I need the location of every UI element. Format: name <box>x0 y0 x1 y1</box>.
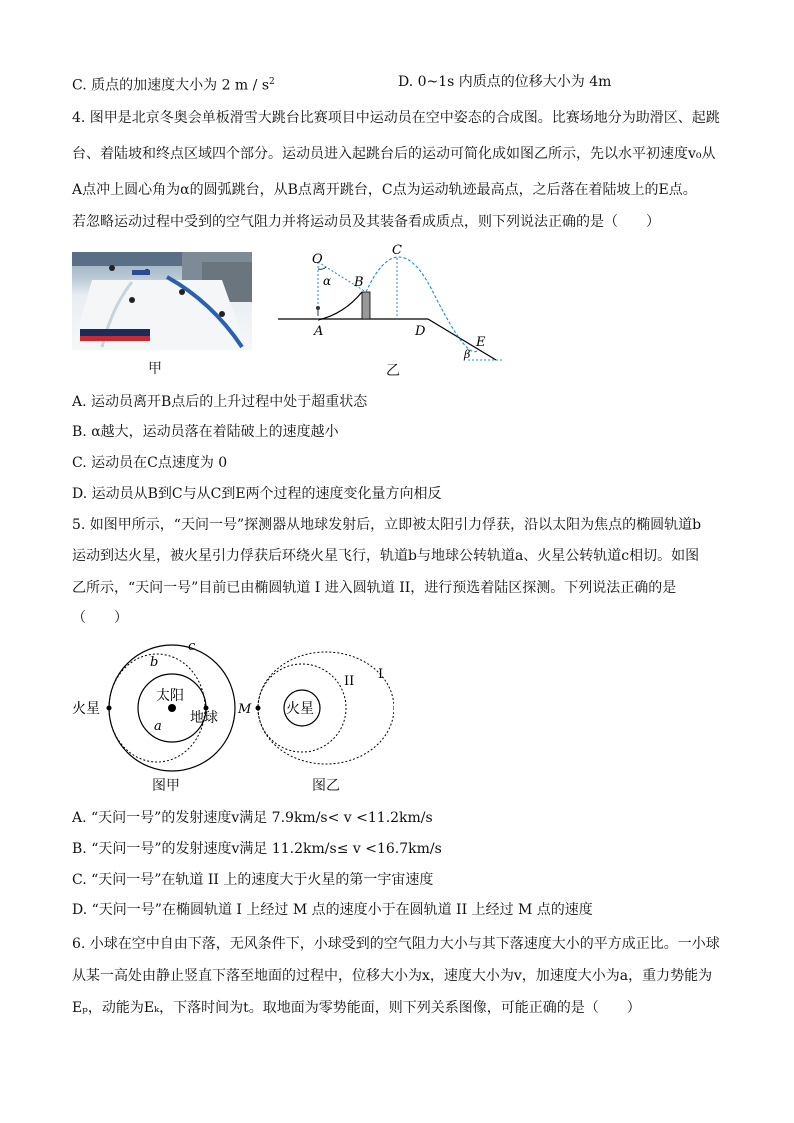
q5-option-c: C. “天问一号”在轨道 II 上的速度大于火星的第一宇宙速度 <box>72 872 434 888</box>
q4-stem-line1: 4. 图甲是北京冬奥会单板滑雪大跳台比赛项目中运动员在空中姿态的合成图。比赛场地分为助滑区、起跳 <box>72 110 720 126</box>
label-B: B <box>354 275 364 290</box>
photo-illustration <box>72 252 252 350</box>
q5-diagram-a <box>72 640 242 785</box>
q6-stem-line3: Eₚ，动能为Eₖ，下落时间为t。取地面为零势能面，则下列关系图像，可能正确的是（ ） <box>72 1000 641 1016</box>
label-orbit-I: I <box>378 667 384 682</box>
q5-fig-a-caption: 图甲 <box>152 778 180 794</box>
q4-option-b: B. α越大，运动员落在着陆破上的速度越小 <box>72 424 339 440</box>
q3-option-c: C. 质点的加速度大小为 2 m / $s^2$ <box>72 77 275 94</box>
q5-stem-line4: （ ） <box>72 610 128 626</box>
label-O: O <box>312 252 323 267</box>
label-earth: 地球 <box>190 710 218 726</box>
q6-stem-line1: 6. 小球在空中自由下落，无风条件下，小球受到的空气阻力大小与其下落速度大小的平方成正比。一小球 <box>72 936 720 952</box>
q5-stem-line2: 运动到达火星，被火星引力俘获后环绕火星飞行，轨道b与地球公转轨道a、火星公转轨道c相切。如图 <box>72 548 700 564</box>
label-M: M <box>238 702 252 717</box>
label-E: E <box>476 335 486 350</box>
q6-stem-line2: 从某一高处由静止竖直下落至地面的过程中，位移大小为x，速度大小为v，加速度大小为a，重力势能为 <box>72 968 713 984</box>
q4-stem-line2: 台、着陆坡和终点区域四个部分。运动员进入起跳台后的运动可简化成如图乙所示，先以水平初速度v₀从 <box>72 146 716 162</box>
label-C: C <box>392 243 402 258</box>
label-A: A <box>314 324 324 339</box>
q4-stem-line4: 若忽略运动过程中受到的空气阻力并将运动员及其装备看成质点，则下列说法正确的是（ ） <box>72 214 660 230</box>
label-c: c <box>188 640 196 654</box>
q4-diagram-b <box>278 242 508 362</box>
athlete-icon <box>316 306 320 316</box>
q5-option-b: B. “天问一号”的发射速度v满足 11.2km/s≤ v <16.7km/s <box>72 841 442 857</box>
q4-fig-a-caption: 甲 <box>148 361 162 377</box>
q5-stem-line3: 乙所示，“天问一号”目前已由椭圆轨道 I 进入圆轨道 II，进行预选着陆区探测。下列说法正确的是 <box>72 580 677 596</box>
q4-option-c: C. 运动员在C点速度为 0 <box>72 455 228 471</box>
q4-option-d: D. 运动员从B到C与从C到E两个过程的速度变化量方向相反 <box>72 486 442 502</box>
q3-option-d: D. 0~1s 内质点的位移大小为 4m <box>398 74 612 90</box>
q5-option-d: D. “天问一号”在椭圆轨道 I 上经过 M 点的速度小于在圆轨道 II 上经过 M 点的速度 <box>72 902 593 918</box>
label-mars-b: 火星 <box>286 701 314 717</box>
snowboard-photo <box>72 252 252 350</box>
label-D: D <box>415 324 426 339</box>
q5-diagram-b <box>234 643 394 783</box>
q5-fig-b-caption: 图乙 <box>312 778 340 794</box>
label-sun: 太阳 <box>156 688 184 704</box>
label-b: b <box>150 655 159 670</box>
label-beta: β <box>464 348 471 361</box>
q4-fig-b-caption: 乙 <box>386 363 400 379</box>
label-mars: 火星 <box>72 701 100 717</box>
label-orbit-II: II <box>344 674 355 689</box>
label-a: a <box>154 719 162 734</box>
q5-option-a: A. “天问一号”的发射速度v满足 7.9km/s< v <11.2km/s <box>72 810 433 826</box>
q5-stem-line1: 5. 如图甲所示，“天问一号”探测器从地球发射后，立即被太阳引力俘获，沿以太阳为焦点的椭圆轨道b <box>72 517 702 533</box>
q4-option-a: A. 运动员离开B点后的上升过程中处于超重状态 <box>72 394 368 410</box>
q4-stem-line3: A点冲上圆心角为α的圆弧跳台，从B点离开跳台，C点为运动轨迹最高点，之后落在着陆坡上的E点。 <box>72 182 697 198</box>
label-alpha: α <box>323 274 332 288</box>
